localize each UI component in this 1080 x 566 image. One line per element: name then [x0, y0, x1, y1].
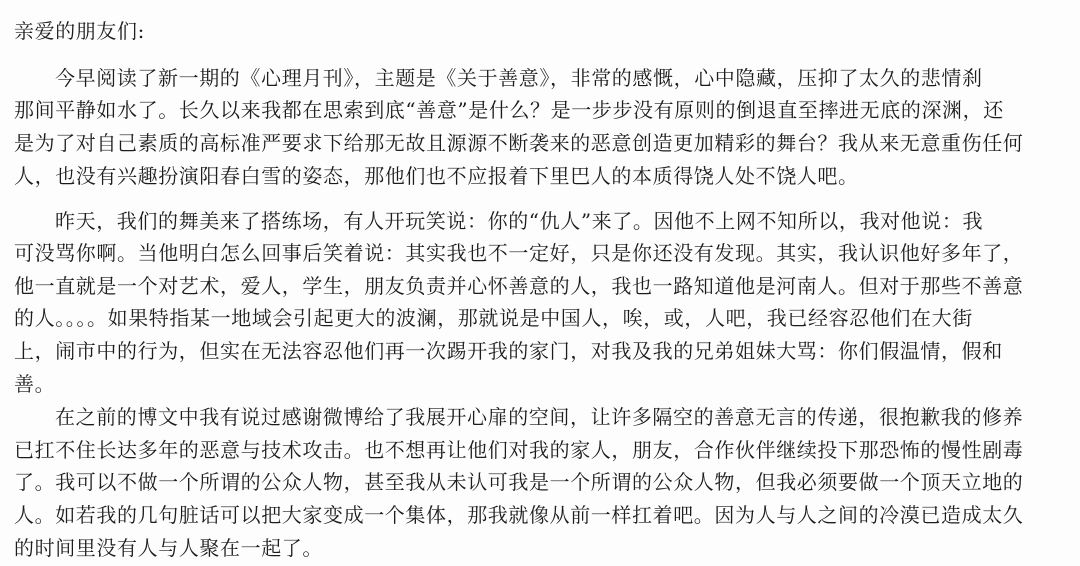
paragraph-line: 已扛不住长达多年的恶意与技术攻击。也不想再让他们对我的家人，朋友，合作伙伴继续投下那恐怖的慢性剧毒: [14, 438, 1024, 462]
paragraph-line: 的人。。。。如果特指某一地域会引起更大的波澜，那就说是中国人，唉，或，人吧，我已经容忍他们在大街: [14, 306, 973, 330]
salutation: 亲爱的朋友们:: [14, 19, 145, 43]
paragraph-line: 昨天，我们的舞美来了搭练场，有人开玩笑说：你的“仇人”来了。因他不上网不知所以，我对他说：我: [55, 209, 984, 233]
paragraph-line: 今早阅读了新一期的《心理月刊》，主题是《关于善意》，非常的感慨，心中隐藏，压抑了太久的悲情刹: [55, 66, 983, 90]
paragraph-line: 上，闹市中的行为，但实在无法容忍他们再一次踢开我的家门，对我及我的兄弟姐妹大骂：你们假温情，假和: [14, 339, 1003, 363]
paragraph-line: 了。我可以不做一个所谓的公众人物，甚至我从未认可我是一个所谓的公众人物，但我必须要做一个顶天立地的: [14, 470, 1024, 494]
paragraph-line: 善。: [14, 372, 56, 396]
paragraph-line: 在之前的博文中我有说过感谢微博给了我展开心扉的空间，让许多隔空的善意无言的传递，很抱歉我的修养: [55, 405, 1024, 429]
paragraph-line: 的时间里没有人与人聚在一起了。: [14, 536, 323, 560]
paragraph-line: 那间平静如水了。长久以来我都在思索到底“善意”是什么？是一步步没有原则的倒退直至摔进无底的深渊，还: [14, 98, 1004, 122]
paragraph-line: 可没骂你啊。当他明白怎么回事后笑着说：其实我也不一定好，只是你还没有发现。其实，我认识他好多年了，: [14, 241, 1024, 265]
paragraph-line: 是为了对自己素质的高标准严要求下给那无故且源源不断袭来的恶意创造更加精彩的舞台？我从来无意重伤任何: [14, 131, 1024, 155]
paragraph-line: 他一直就是一个对艺术，爱人，学生，朋友负责并心怀善意的人，我也一路知道他是河南人。但对于那些不善意: [14, 274, 1024, 298]
paragraph-line: 人，也没有兴趣扮演阳春白雪的姿态，那他们也不应报着下里巴人的本质得饶人处不饶人吧。: [14, 164, 859, 188]
paragraph-line: 人。如若我的几句脏话可以把大家变成一个集体，那我就像从前一样扛着吧。因为人与人之间的冷漠已造成太久: [14, 503, 1024, 527]
